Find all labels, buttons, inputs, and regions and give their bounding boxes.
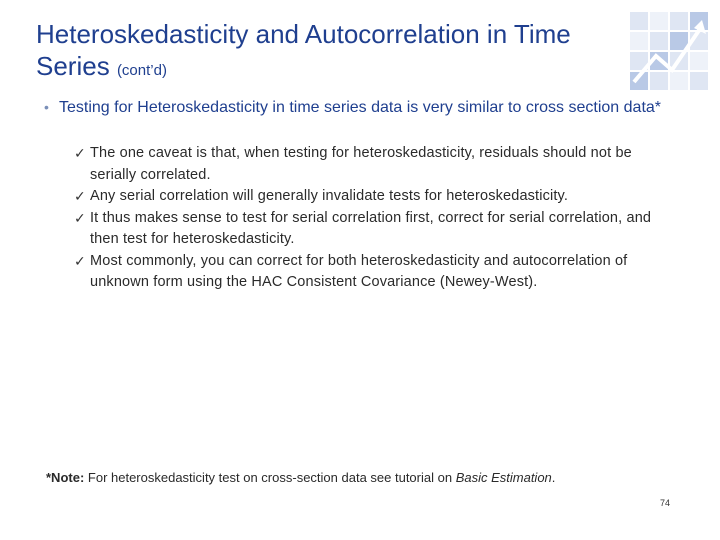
main-bullet-text: Testing for Heteroskedasticity in time series data is very similar to cross section data* <box>59 99 662 116</box>
sub-bullet <box>74 186 674 208</box>
page-number: 74 <box>659 498 670 508</box>
rising-chart-logo-icon <box>630 12 708 90</box>
sub-bullet <box>74 208 674 251</box>
sub-bullet <box>74 143 674 186</box>
sub-bullet <box>74 251 674 294</box>
sub-bullet-text: It thus makes sense to test for serial correlation first, correct for serial correlation, and then test for heteroskedasticity. <box>90 209 652 247</box>
footnote-emphasis: Basic Estimation <box>455 470 552 485</box>
checkmark-icon: ✓ <box>74 188 86 204</box>
sub-bullet-list <box>74 143 674 294</box>
footnote-text: For heteroskedasticity test on cross-section data see tutorial on <box>84 470 456 485</box>
bullet-dot-icon: • <box>44 99 49 115</box>
main-bullet <box>44 96 664 119</box>
title-suffix: (cont’d) <box>116 62 167 79</box>
checkmark-icon: ✓ <box>74 145 86 161</box>
sub-bullet-text: Any serial correlation will generally invalidate tests for heteroskedasticity. <box>90 188 569 204</box>
footnote-end: . <box>551 470 556 485</box>
sub-bullet-text: The one caveat is that, when testing for heteroskedasticity, residuals should not be serially correlated. <box>90 145 632 183</box>
footnote-lead: *Note: <box>46 470 85 485</box>
slide-title <box>36 18 636 87</box>
footnote <box>46 469 686 487</box>
checkmark-icon: ✓ <box>74 209 86 226</box>
title-main: Heteroskedasticity and Autocorrelation in Time Series <box>36 19 571 81</box>
checkmark-icon: ✓ <box>74 252 86 269</box>
sub-bullet-text: Most commonly, you can correct for both heteroskedasticity and autocorrelation of unknown form using the HAC Consistent Covariance (Newey-West). <box>90 252 628 290</box>
